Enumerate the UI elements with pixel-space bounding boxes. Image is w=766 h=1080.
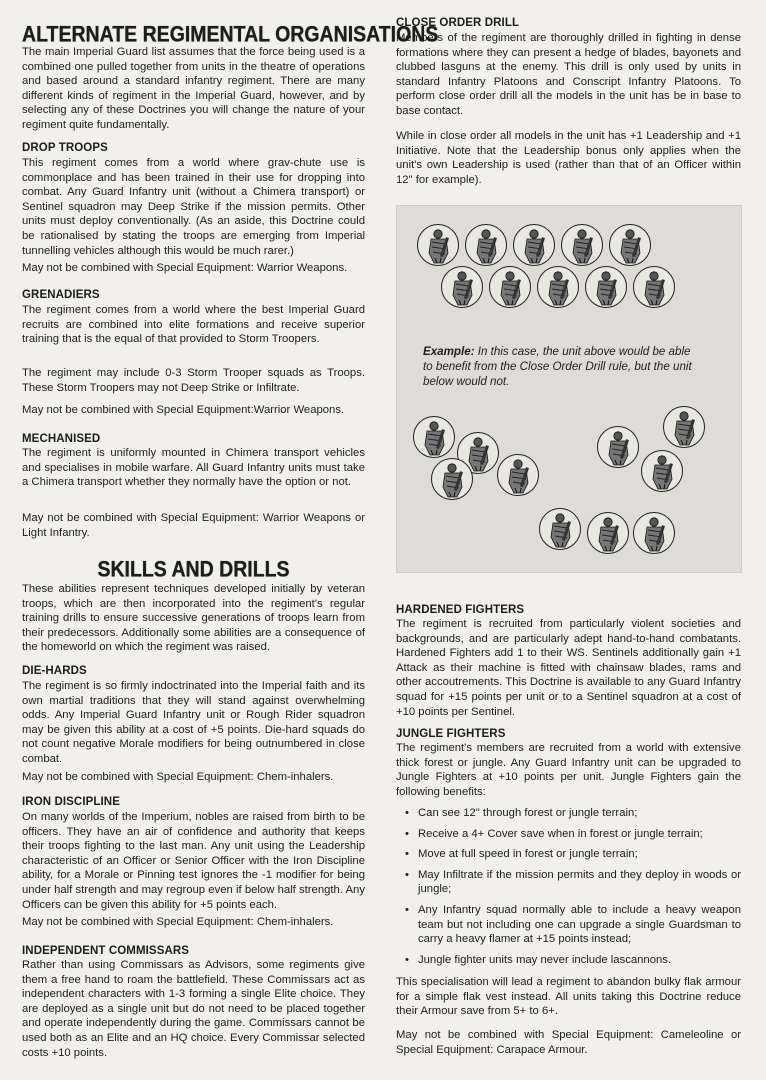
drop-troops-heading: DROP TROOPS [22, 142, 108, 154]
miniature-base-icon [633, 512, 675, 554]
close-order-text: Members of the regiment are thoroughly drilled in fighting in dense formations where they can present a hedge of blades, bayonets and clubbed lasguns at the enemy. This drill is only used by units in standard Infantry Platoons and Conscript Infantry Platoons. To perform close order drill all the models in the unit has be in base to base contact. [396, 32, 741, 117]
miniature-base-icon [431, 458, 473, 500]
die-hards-restriction: May not be combined with Special Equipment: Chem-inhalers. [22, 771, 334, 783]
iron-discipline-restriction: May not be combined with Special Equipment: Chem-inhalers. [22, 916, 334, 928]
miniature-base-icon [663, 406, 705, 448]
mechanised-heading: MECHANISED [22, 433, 101, 445]
miniature-base-icon [587, 512, 629, 554]
hardened-text: The regiment is recruited from particularly violent societies and backgrounds, and are particularly adept hand-to-hand combatants. Hardened Fighters add 1 to their WS. Sentinels additionally gain +1 Attack as their machine is fitted with chainsaw blades, rams and other accoutrements. This Doctrine is available to any Guard Infantry squad for +15 points per unit or to a Sentinel squadron at a cost of +10 points per Sentinel. [396, 618, 741, 718]
miniature-base-icon [537, 266, 579, 308]
jungle-text: The regiment's members are recruited from a world with extensive thick forest or jungle. Any Guard Infantry unit can be upgraded to Jungle Fighters at +10 points per unit. Jungle Fighters gain the following benefits: [396, 742, 741, 798]
miniature-base-icon [513, 224, 555, 266]
example-label: Example: [423, 345, 475, 358]
skills-title: SKILLS AND DRILLS [97, 557, 290, 583]
miniature-base-icon [609, 224, 651, 266]
commissars-heading: INDEPENDENT COMMISSARS [22, 945, 190, 957]
hardened-heading: HARDENED FIGHTERS [396, 604, 525, 616]
skills-intro: These abilities represent techniques developed initially by veteran troops, which are then incorporated into the regiment's regular training drills to ensure successive generations of troops learn from their predecessors. Additionally some abilities are a consequence of the homeworld on which the regiment was raised. [22, 583, 365, 654]
jungle-benefits-list [396, 806, 741, 967]
miniature-base-icon [413, 416, 455, 458]
benefit-item: • Any Infantry squad normally able to include a heavy weapon team but not including one can upgrade a single Guardsman to carry a heavy flamer at +15 points instead; [396, 903, 741, 947]
miniature-base-icon [641, 450, 683, 492]
page-title: ALTERNATE REGIMENTAL ORGANISATIONS [22, 21, 439, 48]
example-caption [423, 344, 703, 389]
miniature-base-icon [633, 266, 675, 308]
miniature-base-icon [465, 224, 507, 266]
left-column [22, 0, 439, 1059]
miniature-base-icon [539, 508, 581, 550]
close-order-text-2: While in close order all models in the unit has +1 Leadership and +1 Initiative. Note that the Leadership bonus only applies when the unit's own Leadership is used (rather than that of an Officer within 12" for example). [396, 130, 741, 186]
die-hards-heading: DIE-HARDS [22, 665, 87, 677]
mechanised-text: The regiment is uniformly mounted in Chimera transport vehicles and specialises in mobile warfare. All Guard Infantry units must take a Chimera transport whether they normally have the option or not. [22, 447, 365, 489]
intro-paragraph: The main Imperial Guard list assumes that the force being used is a combined one pulled together from units in the theatre of operations and based around a standard infantry regiment. There are many different kinds of regiment in the Imperial Guard, however, and by selecting any of these Doctrines you will change the nature of your regiment quite fundamentally. [22, 46, 365, 131]
miniature-base-icon [561, 224, 603, 266]
miniature-base-icon [417, 224, 459, 266]
miniature-base-icon [597, 426, 639, 468]
commissars-text: Rather than using Commissars as Advisors, some regiments give them a free hand to roam the battlefield. These Commissars act as independent characters with 1-3 forming a single Elite choice. They are deployed as a single unit but do not need to be placed together and operate independently during the game. Commissars cannot be used both as an Elite and an HQ choice. Every Commissar selected costs +10 points. [22, 959, 365, 1059]
grenadiers-heading: GRENADIERS [22, 289, 100, 301]
iron-discipline-heading: IRON DISCIPLINE [22, 796, 120, 808]
jungle-heading: JUNGLE FIGHTERS [396, 728, 506, 740]
jungle-restriction: May not be combined with Special Equipment: Cameleoline or Special Equipment: Carapace Armour. [396, 1029, 741, 1056]
drop-troops-restriction: May not be combined with Special Equipment: Warrior Weapons. [22, 262, 348, 274]
mechanised-restriction: May not be combined with Special Equipment: Warrior Weapons or Light Infantry. [22, 512, 365, 539]
miniature-base-icon [585, 266, 627, 308]
benefit-item: • May Infiltrate if the mission permits and they deploy in woods or jungle; [396, 868, 741, 897]
close-order-example-diagram [396, 205, 742, 573]
close-order-heading: CLOSE ORDER DRILL [396, 17, 520, 29]
benefit-item: • Can see 12" through forest or jungle terrain; [396, 806, 741, 821]
die-hards-text: The regiment is so firmly indoctrinated into the Imperial faith and its own martial traditions that they will stand against overwhelming odds. Any Imperial Guard Infantry unit or Rough Rider squadron may be given this ability at a cost of +5 points. Die-hard squads do not count negative Morale modifiers for being outnumbered in close combat. [22, 680, 365, 765]
benefit-item: • Jungle fighter units may never include lascannons. [396, 953, 741, 968]
miniature-base-icon [497, 454, 539, 496]
grenadiers-text: The regiment comes from a world where the best Imperial Guard recruits are combined into elite formations and receive superior training that is the equal of that provided to Storm Troopers. [22, 304, 365, 346]
miniature-base-icon [489, 266, 531, 308]
example-text: In this case, the unit above would be able to benefit from the Close Order Drill rule, but the unit below would not. [423, 345, 692, 388]
miniature-base-icon [441, 266, 483, 308]
grenadiers-restriction: May not be combined with Special Equipment:Warrior Weapons. [22, 404, 345, 416]
drop-troops-text: This regiment comes from a world where grav-chute use is commonplace and has been trained in their use for dropping into combat. Any Guard Infantry unit (without a Chimera transport) or Sentinel squadron may Deep Strike if the mission permits. Other units must deploy conventionally. (As an aside, this Doctrine could be rationalised by stating the troops are emerging from Imperial tunnelling vehicles although this would be much rarer.) [22, 157, 365, 257]
grenadiers-text-2: The regiment may include 0-3 Storm Trooper squads as Troops. These Storm Troopers may not Deep Strike or Infiltrate. [22, 367, 365, 394]
jungle-text-2: This specialisation will lead a regiment to abandon bulky flak armour for a simple flak vest instead. All units taking this Doctrine reduce their Armour save from 5+ to 6+. [396, 976, 741, 1018]
iron-discipline-text: On many worlds of the Imperium, nobles are raised from birth to be officers. They have an air of confidence and authority that keeps their troops fighting to the last man. Any unit using the Leadership characteristic of an Officer or Senior Officer with the Iron Discipline ability, for a Morale or Pinning test ignores the -1 modifier for being under half strength and may regroup even if below half strength. Any Officers can be given this ability for +5 points each. [22, 811, 365, 911]
benefit-item: • Receive a 4+ Cover save when in forest or jungle terrain; [396, 827, 741, 842]
benefit-item: • Move at full speed in forest or jungle terrain; [396, 847, 741, 862]
